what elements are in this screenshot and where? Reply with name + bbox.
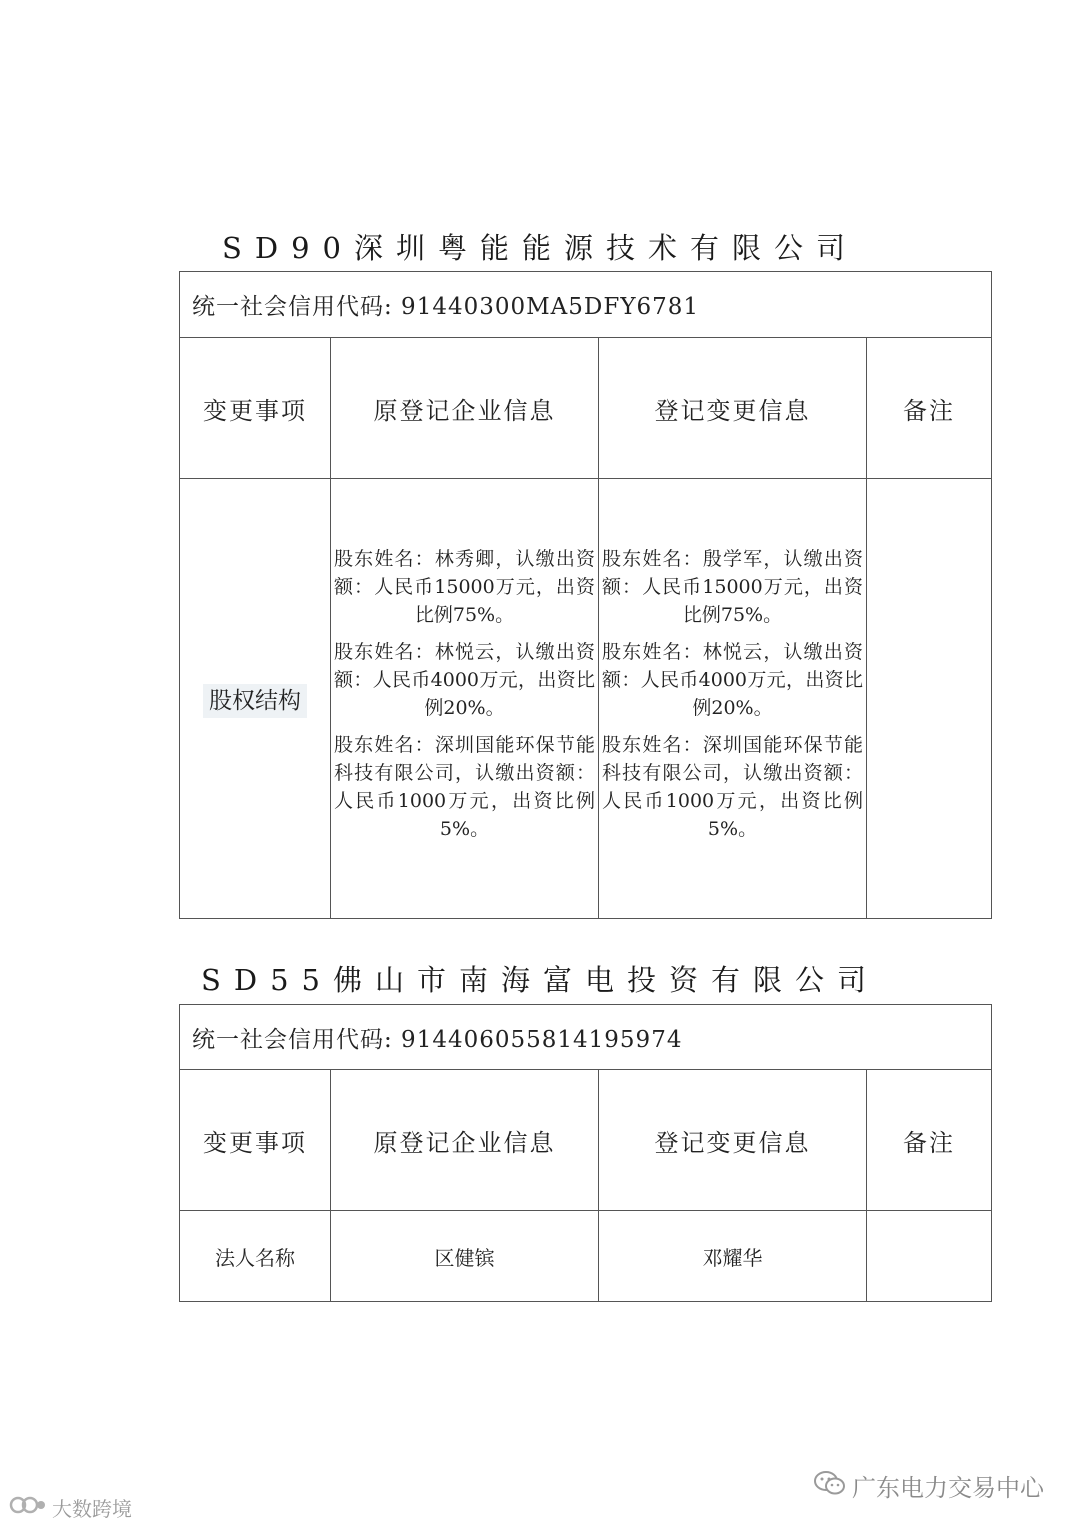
header-change-item: 变更事项 <box>180 1070 331 1211</box>
watermark-left <box>8 1493 132 1522</box>
header-change-item: 变更事项 <box>180 338 331 479</box>
link-logo-icon <box>8 1494 48 1521</box>
section2-table <box>179 1004 992 1302</box>
section2-title: SD55佛山市南海富电投资有限公司 <box>200 963 880 997</box>
original-shareholder-1: 股东姓名：林秀卿，认缴出资额：人民币15000万元，出资比例75%。 <box>334 548 595 626</box>
changed-legal-rep: 邓耀华 <box>599 1211 867 1302</box>
section1-credit-code: 统一社会信用代码: 91440300MA5DFY6781 <box>180 272 992 338</box>
changed-info-cell <box>599 479 867 919</box>
change-item-legal-rep: 法人名称 <box>180 1211 331 1302</box>
header-original-info: 原登记企业信息 <box>331 338 599 479</box>
change-item-equity: 股权结构 <box>180 479 331 919</box>
section1-title: SD90深圳粤能能源技术有限公司 <box>221 231 859 265</box>
original-legal-rep: 区健镔 <box>331 1211 599 1302</box>
header-remark: 备注 <box>867 338 992 479</box>
header-remark: 备注 <box>867 1070 992 1211</box>
watermark-left-text: 大数跨境 <box>52 1497 132 1521</box>
changed-shareholder-2: 股东姓名：林悦云，认缴出资额：人民币4000万元，出资比例20%。 <box>602 641 863 719</box>
watermark-right-text: 广东电力交易中心 <box>852 1474 1044 1502</box>
changed-shareholder-3: 股东姓名：深圳国能环保节能科技有限公司，认缴出资额：人民币1000万元，出资比例5%。 <box>602 734 863 840</box>
section2-credit-code: 统一社会信用代码: 914406055814195974 <box>180 1005 992 1070</box>
watermark-right <box>814 1468 1044 1503</box>
original-info-cell <box>331 479 599 919</box>
header-original-info: 原登记企业信息 <box>331 1070 599 1211</box>
header-changed-info: 登记变更信息 <box>599 1070 867 1211</box>
original-shareholder-2: 股东姓名：林悦云，认缴出资额：人民币4000万元，出资比例20%。 <box>334 641 595 719</box>
original-shareholder-3: 股东姓名：深圳国能环保节能科技有限公司，认缴出资额：人民币1000万元，出资比例5%。 <box>334 734 595 840</box>
remark-cell <box>867 1211 992 1302</box>
wechat-icon <box>814 1470 846 1502</box>
changed-shareholder-1: 股东姓名：殷学军，认缴出资额：人民币15000万元，出资比例75%。 <box>602 548 863 626</box>
section1-table <box>179 271 992 919</box>
remark-cell <box>867 479 992 919</box>
header-changed-info: 登记变更信息 <box>599 338 867 479</box>
